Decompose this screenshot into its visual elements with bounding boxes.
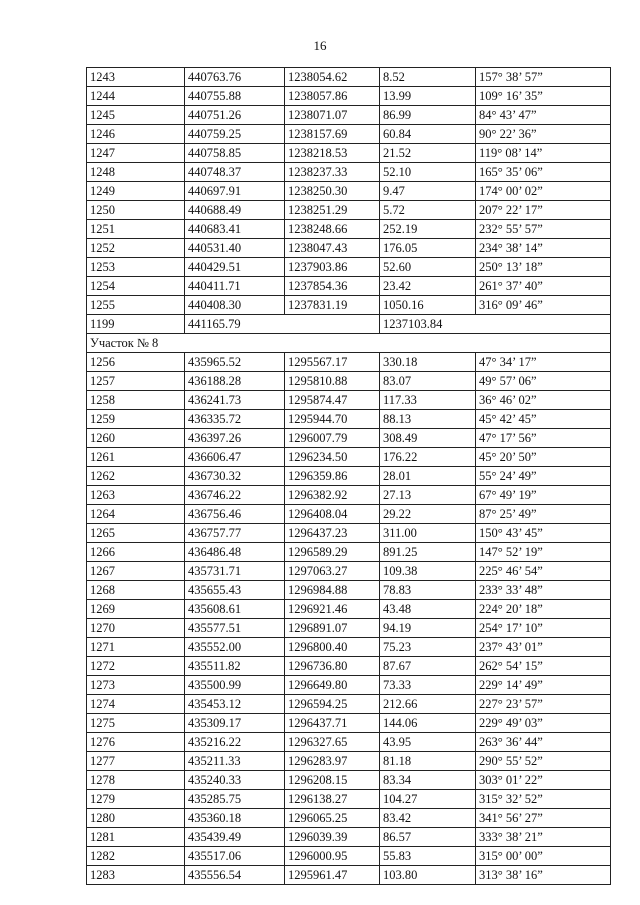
summary-point-number: 1199 bbox=[87, 315, 185, 334]
table-row bbox=[87, 353, 611, 372]
table-row bbox=[87, 296, 611, 315]
cell-distance: 21.52 bbox=[380, 144, 476, 163]
summary-row bbox=[87, 315, 611, 334]
table-row bbox=[87, 543, 611, 562]
cell-y-coordinate: 1295944.70 bbox=[285, 410, 380, 429]
cell-bearing: 150° 43’ 45” bbox=[476, 524, 611, 543]
cell-bearing: 303° 01’ 22” bbox=[476, 771, 611, 790]
cell-y-coordinate: 1296283.97 bbox=[285, 752, 380, 771]
cell-distance: 13.99 bbox=[380, 87, 476, 106]
cell-point-number: 1268 bbox=[87, 581, 185, 600]
cell-bearing: 109° 16’ 35” bbox=[476, 87, 611, 106]
cell-point-number: 1257 bbox=[87, 372, 185, 391]
cell-x-coordinate: 435360.18 bbox=[185, 809, 285, 828]
cell-bearing: 232° 55’ 57” bbox=[476, 220, 611, 239]
cell-y-coordinate: 1296437.71 bbox=[285, 714, 380, 733]
cell-x-coordinate: 440688.49 bbox=[185, 201, 285, 220]
cell-bearing: 341° 56’ 27” bbox=[476, 809, 611, 828]
cell-point-number: 1244 bbox=[87, 87, 185, 106]
cell-distance: 86.57 bbox=[380, 828, 476, 847]
section-row bbox=[87, 334, 611, 353]
cell-y-coordinate: 1296736.80 bbox=[285, 657, 380, 676]
cell-distance: 5.72 bbox=[380, 201, 476, 220]
table-row bbox=[87, 619, 611, 638]
cell-point-number: 1273 bbox=[87, 676, 185, 695]
cell-bearing: 147° 52’ 19” bbox=[476, 543, 611, 562]
cell-bearing: 316° 09’ 46” bbox=[476, 296, 611, 315]
cell-bearing: 174° 00’ 02” bbox=[476, 182, 611, 201]
cell-distance: 52.60 bbox=[380, 258, 476, 277]
cell-bearing: 84° 43’ 47” bbox=[476, 106, 611, 125]
cell-distance: 109.38 bbox=[380, 562, 476, 581]
summary-y-coordinate: 1237103.84 bbox=[380, 315, 611, 334]
cell-y-coordinate: 1296234.50 bbox=[285, 448, 380, 467]
table-row bbox=[87, 429, 611, 448]
cell-y-coordinate: 1296382.92 bbox=[285, 486, 380, 505]
cell-distance: 104.27 bbox=[380, 790, 476, 809]
cell-distance: 23.42 bbox=[380, 277, 476, 296]
cell-y-coordinate: 1295567.17 bbox=[285, 353, 380, 372]
cell-y-coordinate: 1297063.27 bbox=[285, 562, 380, 581]
cell-point-number: 1243 bbox=[87, 68, 185, 87]
cell-y-coordinate: 1295961.47 bbox=[285, 866, 380, 885]
cell-point-number: 1251 bbox=[87, 220, 185, 239]
cell-x-coordinate: 435556.54 bbox=[185, 866, 285, 885]
cell-point-number: 1253 bbox=[87, 258, 185, 277]
cell-bearing: 234° 38’ 14” bbox=[476, 239, 611, 258]
cell-bearing: 55° 24’ 49” bbox=[476, 467, 611, 486]
cell-distance: 78.83 bbox=[380, 581, 476, 600]
cell-point-number: 1247 bbox=[87, 144, 185, 163]
cell-x-coordinate: 435731.71 bbox=[185, 562, 285, 581]
table-row bbox=[87, 847, 611, 866]
cell-y-coordinate: 1238218.53 bbox=[285, 144, 380, 163]
cell-distance: 43.48 bbox=[380, 600, 476, 619]
table-row bbox=[87, 695, 611, 714]
cell-x-coordinate: 436757.77 bbox=[185, 524, 285, 543]
table-row bbox=[87, 600, 611, 619]
table-row bbox=[87, 182, 611, 201]
cell-x-coordinate: 440748.37 bbox=[185, 163, 285, 182]
cell-point-number: 1264 bbox=[87, 505, 185, 524]
cell-distance: 29.22 bbox=[380, 505, 476, 524]
cell-bearing: 157° 38’ 57” bbox=[476, 68, 611, 87]
cell-distance: 1050.16 bbox=[380, 296, 476, 315]
cell-point-number: 1262 bbox=[87, 467, 185, 486]
cell-distance: 86.99 bbox=[380, 106, 476, 125]
cell-point-number: 1245 bbox=[87, 106, 185, 125]
cell-distance: 83.34 bbox=[380, 771, 476, 790]
cell-point-number: 1279 bbox=[87, 790, 185, 809]
summary-x-coordinate: 441165.79 bbox=[185, 315, 380, 334]
table-body-top bbox=[87, 68, 611, 315]
cell-bearing: 49° 57’ 06” bbox=[476, 372, 611, 391]
cell-distance: 9.47 bbox=[380, 182, 476, 201]
cell-y-coordinate: 1296007.79 bbox=[285, 429, 380, 448]
cell-x-coordinate: 435965.52 bbox=[185, 353, 285, 372]
cell-point-number: 1282 bbox=[87, 847, 185, 866]
cell-bearing: 47° 34’ 17” bbox=[476, 353, 611, 372]
cell-point-number: 1267 bbox=[87, 562, 185, 581]
cell-bearing: 90° 22’ 36” bbox=[476, 125, 611, 144]
page-number: 16 bbox=[313, 38, 327, 53]
cell-point-number: 1277 bbox=[87, 752, 185, 771]
cell-x-coordinate: 440759.25 bbox=[185, 125, 285, 144]
table-row bbox=[87, 372, 611, 391]
cell-bearing: 67° 49’ 19” bbox=[476, 486, 611, 505]
cell-distance: 8.52 bbox=[380, 68, 476, 87]
cell-bearing: 87° 25’ 49” bbox=[476, 505, 611, 524]
cell-y-coordinate: 1238157.69 bbox=[285, 125, 380, 144]
cell-x-coordinate: 440429.51 bbox=[185, 258, 285, 277]
cell-distance: 94.19 bbox=[380, 619, 476, 638]
table-row bbox=[87, 448, 611, 467]
cell-distance: 73.33 bbox=[380, 676, 476, 695]
cell-point-number: 1260 bbox=[87, 429, 185, 448]
cell-x-coordinate: 436335.72 bbox=[185, 410, 285, 429]
cell-distance: 43.95 bbox=[380, 733, 476, 752]
cell-x-coordinate: 435608.61 bbox=[185, 600, 285, 619]
table-row bbox=[87, 125, 611, 144]
cell-distance: 212.66 bbox=[380, 695, 476, 714]
cell-distance: 144.06 bbox=[380, 714, 476, 733]
table-row bbox=[87, 87, 611, 106]
cell-point-number: 1283 bbox=[87, 866, 185, 885]
cell-x-coordinate: 435517.06 bbox=[185, 847, 285, 866]
table-row bbox=[87, 144, 611, 163]
table-row bbox=[87, 752, 611, 771]
cell-distance: 60.84 bbox=[380, 125, 476, 144]
cell-distance: 176.05 bbox=[380, 239, 476, 258]
table-row bbox=[87, 581, 611, 600]
cell-bearing: 224° 20’ 18” bbox=[476, 600, 611, 619]
table-row bbox=[87, 410, 611, 429]
table-body-bottom bbox=[87, 353, 611, 885]
cell-point-number: 1248 bbox=[87, 163, 185, 182]
section-label: Участок № 8 bbox=[87, 334, 611, 353]
cell-bearing: 262° 54’ 15” bbox=[476, 657, 611, 676]
cell-x-coordinate: 440755.88 bbox=[185, 87, 285, 106]
cell-x-coordinate: 440763.76 bbox=[185, 68, 285, 87]
table-row bbox=[87, 657, 611, 676]
table-row bbox=[87, 771, 611, 790]
cell-point-number: 1261 bbox=[87, 448, 185, 467]
cell-y-coordinate: 1296649.80 bbox=[285, 676, 380, 695]
cell-point-number: 1270 bbox=[87, 619, 185, 638]
cell-y-coordinate: 1238251.29 bbox=[285, 201, 380, 220]
cell-point-number: 1275 bbox=[87, 714, 185, 733]
cell-y-coordinate: 1296408.04 bbox=[285, 505, 380, 524]
cell-distance: 176.22 bbox=[380, 448, 476, 467]
cell-x-coordinate: 435216.22 bbox=[185, 733, 285, 752]
cell-y-coordinate: 1238071.07 bbox=[285, 106, 380, 125]
cell-distance: 52.10 bbox=[380, 163, 476, 182]
cell-point-number: 1276 bbox=[87, 733, 185, 752]
cell-x-coordinate: 436730.32 bbox=[185, 467, 285, 486]
cell-point-number: 1254 bbox=[87, 277, 185, 296]
cell-bearing: 315° 32’ 52” bbox=[476, 790, 611, 809]
table-row bbox=[87, 239, 611, 258]
cell-x-coordinate: 435285.75 bbox=[185, 790, 285, 809]
cell-point-number: 1265 bbox=[87, 524, 185, 543]
cell-x-coordinate: 435655.43 bbox=[185, 581, 285, 600]
cell-bearing: 45° 20’ 50” bbox=[476, 448, 611, 467]
cell-bearing: 45° 42’ 45” bbox=[476, 410, 611, 429]
cell-x-coordinate: 435453.12 bbox=[185, 695, 285, 714]
cell-y-coordinate: 1237854.36 bbox=[285, 277, 380, 296]
table-row bbox=[87, 733, 611, 752]
cell-y-coordinate: 1238250.30 bbox=[285, 182, 380, 201]
table-row bbox=[87, 714, 611, 733]
cell-bearing: 227° 23’ 57” bbox=[476, 695, 611, 714]
cell-y-coordinate: 1296208.15 bbox=[285, 771, 380, 790]
cell-distance: 252.19 bbox=[380, 220, 476, 239]
cell-bearing: 250° 13’ 18” bbox=[476, 258, 611, 277]
cell-bearing: 263° 36’ 44” bbox=[476, 733, 611, 752]
cell-distance: 75.23 bbox=[380, 638, 476, 657]
cell-y-coordinate: 1296039.39 bbox=[285, 828, 380, 847]
table-body-summary bbox=[87, 315, 611, 353]
cell-distance: 28.01 bbox=[380, 467, 476, 486]
cell-y-coordinate: 1296921.46 bbox=[285, 600, 380, 619]
table-row bbox=[87, 562, 611, 581]
cell-y-coordinate: 1238237.33 bbox=[285, 163, 380, 182]
cell-point-number: 1258 bbox=[87, 391, 185, 410]
cell-y-coordinate: 1296437.23 bbox=[285, 524, 380, 543]
table-row bbox=[87, 68, 611, 87]
cell-point-number: 1280 bbox=[87, 809, 185, 828]
table-row bbox=[87, 220, 611, 239]
cell-y-coordinate: 1238248.66 bbox=[285, 220, 380, 239]
cell-bearing: 254° 17’ 10” bbox=[476, 619, 611, 638]
cell-x-coordinate: 435500.99 bbox=[185, 676, 285, 695]
cell-x-coordinate: 436241.73 bbox=[185, 391, 285, 410]
cell-x-coordinate: 435240.33 bbox=[185, 771, 285, 790]
cell-bearing: 261° 37’ 40” bbox=[476, 277, 611, 296]
cell-point-number: 1278 bbox=[87, 771, 185, 790]
cell-distance: 330.18 bbox=[380, 353, 476, 372]
cell-x-coordinate: 440697.91 bbox=[185, 182, 285, 201]
cell-point-number: 1266 bbox=[87, 543, 185, 562]
table-row bbox=[87, 163, 611, 182]
cell-x-coordinate: 440531.40 bbox=[185, 239, 285, 258]
cell-x-coordinate: 440408.30 bbox=[185, 296, 285, 315]
cell-bearing: 313° 38’ 16” bbox=[476, 866, 611, 885]
cell-bearing: 315° 00’ 00” bbox=[476, 847, 611, 866]
cell-y-coordinate: 1296359.86 bbox=[285, 467, 380, 486]
cell-point-number: 1252 bbox=[87, 239, 185, 258]
cell-y-coordinate: 1237831.19 bbox=[285, 296, 380, 315]
table-row bbox=[87, 277, 611, 296]
cell-x-coordinate: 435511.82 bbox=[185, 657, 285, 676]
cell-point-number: 1249 bbox=[87, 182, 185, 201]
cell-y-coordinate: 1237903.86 bbox=[285, 258, 380, 277]
cell-x-coordinate: 436606.47 bbox=[185, 448, 285, 467]
cell-bearing: 119° 08’ 14” bbox=[476, 144, 611, 163]
cell-distance: 87.67 bbox=[380, 657, 476, 676]
cell-distance: 81.18 bbox=[380, 752, 476, 771]
cell-distance: 27.13 bbox=[380, 486, 476, 505]
cell-point-number: 1263 bbox=[87, 486, 185, 505]
cell-point-number: 1250 bbox=[87, 201, 185, 220]
cell-y-coordinate: 1296589.29 bbox=[285, 543, 380, 562]
table-row bbox=[87, 866, 611, 885]
cell-y-coordinate: 1295810.88 bbox=[285, 372, 380, 391]
table-row bbox=[87, 258, 611, 277]
cell-x-coordinate: 435552.00 bbox=[185, 638, 285, 657]
cell-x-coordinate: 440751.26 bbox=[185, 106, 285, 125]
cell-x-coordinate: 435309.17 bbox=[185, 714, 285, 733]
cell-distance: 117.33 bbox=[380, 391, 476, 410]
cell-bearing: 233° 33’ 48” bbox=[476, 581, 611, 600]
cell-x-coordinate: 440758.85 bbox=[185, 144, 285, 163]
table-row bbox=[87, 524, 611, 543]
cell-y-coordinate: 1296800.40 bbox=[285, 638, 380, 657]
cell-x-coordinate: 436486.48 bbox=[185, 543, 285, 562]
cell-bearing: 333° 38’ 21” bbox=[476, 828, 611, 847]
cell-y-coordinate: 1295874.47 bbox=[285, 391, 380, 410]
cell-distance: 55.83 bbox=[380, 847, 476, 866]
table-row bbox=[87, 676, 611, 695]
cell-y-coordinate: 1238057.86 bbox=[285, 87, 380, 106]
table-row bbox=[87, 391, 611, 410]
cell-point-number: 1246 bbox=[87, 125, 185, 144]
table-row bbox=[87, 505, 611, 524]
cell-y-coordinate: 1296891.07 bbox=[285, 619, 380, 638]
cell-x-coordinate: 435211.33 bbox=[185, 752, 285, 771]
cell-bearing: 225° 46’ 54” bbox=[476, 562, 611, 581]
cell-bearing: 36° 46’ 02” bbox=[476, 391, 611, 410]
cell-distance: 308.49 bbox=[380, 429, 476, 448]
cell-x-coordinate: 436188.28 bbox=[185, 372, 285, 391]
cell-x-coordinate: 436397.26 bbox=[185, 429, 285, 448]
cell-y-coordinate: 1296138.27 bbox=[285, 790, 380, 809]
coordinates-table bbox=[86, 67, 611, 885]
cell-point-number: 1272 bbox=[87, 657, 185, 676]
cell-point-number: 1255 bbox=[87, 296, 185, 315]
cell-bearing: 207° 22’ 17” bbox=[476, 201, 611, 220]
table-row bbox=[87, 809, 611, 828]
cell-point-number: 1259 bbox=[87, 410, 185, 429]
cell-distance: 311.00 bbox=[380, 524, 476, 543]
cell-point-number: 1269 bbox=[87, 600, 185, 619]
cell-bearing: 47° 17’ 56” bbox=[476, 429, 611, 448]
table-row bbox=[87, 486, 611, 505]
cell-distance: 103.80 bbox=[380, 866, 476, 885]
cell-bearing: 229° 49’ 03” bbox=[476, 714, 611, 733]
table-row bbox=[87, 790, 611, 809]
cell-y-coordinate: 1238047.43 bbox=[285, 239, 380, 258]
cell-y-coordinate: 1296594.25 bbox=[285, 695, 380, 714]
cell-point-number: 1281 bbox=[87, 828, 185, 847]
cell-bearing: 229° 14’ 49” bbox=[476, 676, 611, 695]
cell-distance: 891.25 bbox=[380, 543, 476, 562]
cell-y-coordinate: 1296065.25 bbox=[285, 809, 380, 828]
cell-point-number: 1256 bbox=[87, 353, 185, 372]
cell-distance: 83.42 bbox=[380, 809, 476, 828]
cell-y-coordinate: 1296000.95 bbox=[285, 847, 380, 866]
cell-x-coordinate: 435439.49 bbox=[185, 828, 285, 847]
cell-point-number: 1274 bbox=[87, 695, 185, 714]
cell-x-coordinate: 440683.41 bbox=[185, 220, 285, 239]
cell-bearing: 290° 55’ 52” bbox=[476, 752, 611, 771]
cell-x-coordinate: 435577.51 bbox=[185, 619, 285, 638]
cell-x-coordinate: 440411.71 bbox=[185, 277, 285, 296]
cell-point-number: 1271 bbox=[87, 638, 185, 657]
cell-y-coordinate: 1296327.65 bbox=[285, 733, 380, 752]
cell-y-coordinate: 1296984.88 bbox=[285, 581, 380, 600]
cell-y-coordinate: 1238054.62 bbox=[285, 68, 380, 87]
table-row bbox=[87, 638, 611, 657]
cell-distance: 83.07 bbox=[380, 372, 476, 391]
cell-x-coordinate: 436756.46 bbox=[185, 505, 285, 524]
cell-bearing: 165° 35’ 06” bbox=[476, 163, 611, 182]
table-row bbox=[87, 201, 611, 220]
cell-bearing: 237° 43’ 01” bbox=[476, 638, 611, 657]
table-row bbox=[87, 106, 611, 125]
table-row bbox=[87, 828, 611, 847]
cell-x-coordinate: 436746.22 bbox=[185, 486, 285, 505]
cell-distance: 88.13 bbox=[380, 410, 476, 429]
table-row bbox=[87, 467, 611, 486]
